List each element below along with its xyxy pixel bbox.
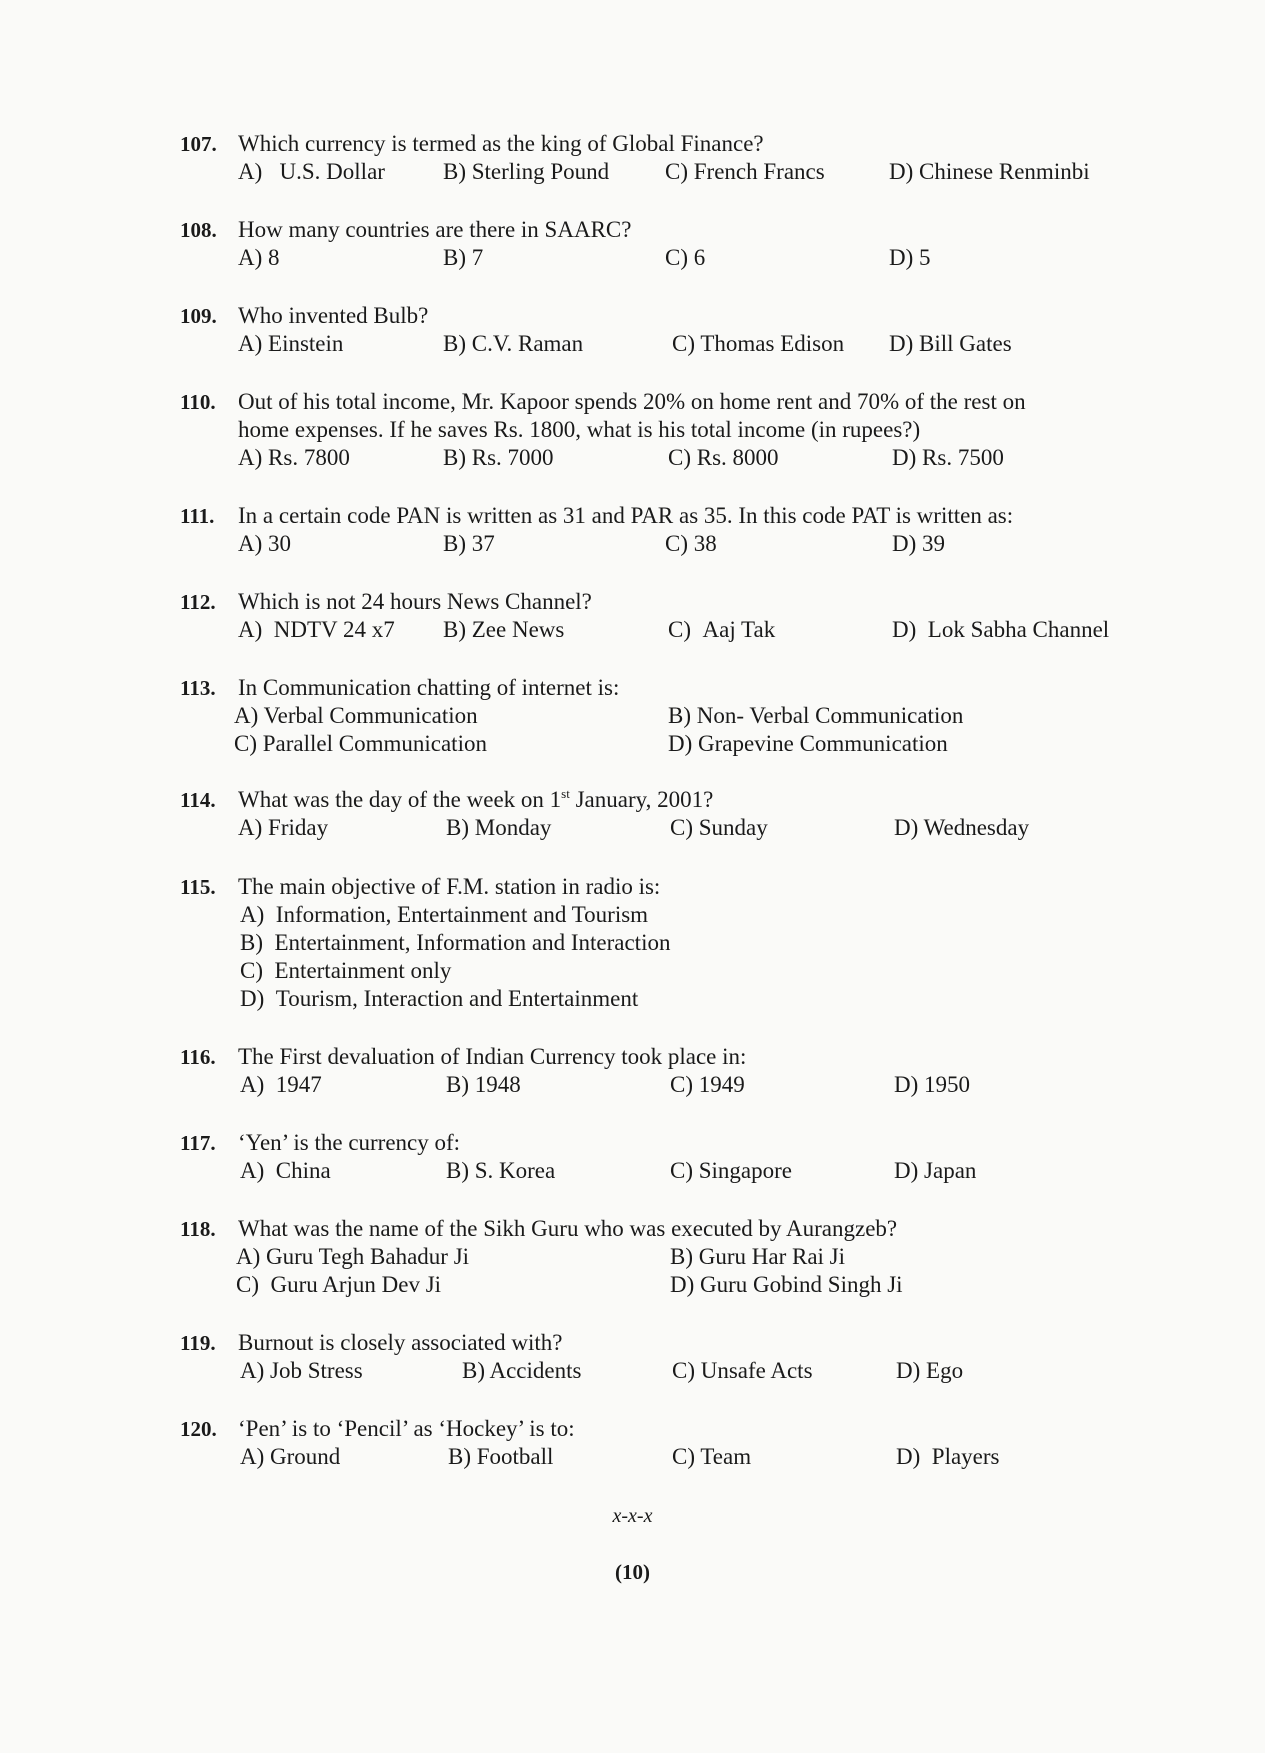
option-b: B) Monday [446, 815, 552, 840]
option-c: C) Unsafe Acts [672, 1358, 813, 1383]
option-a: A) 1947 [240, 1072, 322, 1097]
option-c: C) 6 [665, 245, 706, 270]
question-120 [180, 1415, 1180, 1471]
option-c: C) Singapore [670, 1158, 793, 1183]
question-110 [180, 388, 1180, 472]
option-d: D) Rs. 7500 [892, 445, 1004, 470]
question-118 [180, 1215, 1180, 1299]
option-c: C) 38 [665, 531, 717, 556]
question-text: Out of his total income, Mr. Kapoor spends 20% on home rent and 70% of the rest on [238, 389, 1026, 414]
option-b: B) Football [448, 1444, 554, 1469]
question-119 [180, 1329, 1180, 1385]
question-number: 109. [180, 304, 217, 328]
question-117 [180, 1129, 1180, 1185]
option-a: A) Einstein [238, 331, 344, 356]
option-c: C) Aaj Tak [668, 617, 776, 642]
question-text: Burnout is closely associated with? [238, 1330, 563, 1355]
question-text: How many countries are there in SAARC? [238, 217, 632, 242]
question-text: The main objective of F.M. station in radio is: [238, 874, 661, 899]
question-text: What was the day of the week on 1st January, 2001? [238, 786, 714, 812]
question-text: Which currency is termed as the king of Global Finance? [238, 131, 764, 156]
option-c: C) Sunday [670, 815, 768, 840]
question-number: 114. [180, 788, 216, 812]
question-number: 110. [180, 390, 216, 414]
question-number: 108. [180, 218, 217, 242]
option-a: A) Job Stress [240, 1358, 363, 1383]
question-number: 119. [180, 1331, 216, 1355]
option-b: B) Sterling Pound [443, 159, 610, 184]
question-text: In Communication chatting of internet is: [238, 675, 620, 700]
option-d: D) Wednesday [894, 815, 1030, 840]
option-d: D) 1950 [894, 1072, 971, 1097]
option-d: D) Players [896, 1444, 1000, 1469]
page-number: (10) [615, 1560, 650, 1584]
question-text: In a certain code PAN is written as 31 and PAR as 35. In this code PAT is written as: [238, 503, 1014, 528]
option-d: D) Chinese Renminbi [889, 159, 1090, 184]
question-109 [180, 302, 1180, 358]
option-b: B) Entertainment, Information and Interaction [240, 930, 671, 955]
option-d: D) Guru Gobind Singh Ji [670, 1272, 903, 1297]
option-a: A) 8 [238, 245, 280, 270]
option-a: A) Verbal Communication [234, 703, 478, 728]
option-d: D) Tourism, Interaction and Entertainment [240, 986, 639, 1011]
question-number: 120. [180, 1417, 217, 1441]
question-text: ‘Yen’ is the currency of: [238, 1130, 461, 1155]
question-111 [180, 502, 1180, 558]
question-107 [180, 130, 1180, 186]
option-b: B) 1948 [446, 1072, 521, 1097]
option-a: A) Information, Entertainment and Tourism [240, 902, 649, 927]
question-text-continued: home expenses. If he saves Rs. 1800, what is his total income (in rupees?) [238, 417, 921, 442]
question-114 [180, 786, 1180, 842]
option-c: C) 1949 [670, 1072, 745, 1097]
option-b: B) Accidents [462, 1358, 582, 1383]
option-c: C) Guru Arjun Dev Ji [236, 1272, 442, 1297]
question-number: 112. [180, 590, 216, 614]
option-a: A) 30 [238, 531, 292, 556]
option-a: A) U.S. Dollar [238, 159, 385, 184]
question-number: 111. [180, 504, 215, 528]
question-115 [180, 873, 1180, 1013]
option-a: A) China [240, 1158, 331, 1183]
option-b: B) Rs. 7000 [443, 445, 554, 470]
option-a: A) Friday [238, 815, 329, 840]
option-d: D) 39 [892, 531, 946, 556]
option-c: C) French Francs [665, 159, 825, 184]
option-b: B) C.V. Raman [443, 331, 584, 356]
question-number: 113. [180, 676, 216, 700]
option-c: C) Thomas Edison [672, 331, 845, 356]
end-of-paper-mark: x-x-x [612, 1505, 653, 1527]
option-a: A) Rs. 7800 [238, 445, 350, 470]
option-d: D) Japan [894, 1158, 977, 1183]
question-text: ‘Pen’ is to ‘Pencil’ as ‘Hockey’ is to: [238, 1416, 575, 1441]
option-d: D) 5 [889, 245, 931, 270]
option-c: C) Rs. 8000 [668, 445, 779, 470]
option-b: B) Guru Har Rai Ji [670, 1244, 846, 1269]
question-number: 118. [180, 1217, 216, 1241]
option-b: B) S. Korea [446, 1158, 556, 1183]
option-c: C) Team [672, 1444, 752, 1469]
option-b: B) Zee News [443, 617, 565, 642]
option-a: A) NDTV 24 x7 [238, 617, 395, 642]
option-d: D) Bill Gates [889, 331, 1012, 356]
question-text: What was the name of the Sikh Guru who was executed by Aurangzeb? [238, 1216, 898, 1241]
question-number: 115. [180, 875, 216, 899]
question-number: 107. [180, 132, 217, 156]
question-number: 116. [180, 1045, 216, 1069]
option-b: B) 7 [443, 245, 484, 270]
question-text: Which is not 24 hours News Channel? [238, 589, 592, 614]
option-b: B) 37 [443, 531, 495, 556]
option-d: D) Ego [896, 1358, 964, 1383]
option-a: A) Ground [240, 1444, 341, 1469]
option-d: D) Grapevine Communication [668, 731, 948, 756]
option-b: B) Non- Verbal Communication [668, 703, 964, 728]
question-112 [180, 588, 1180, 644]
option-c: C) Entertainment only [240, 958, 452, 983]
question-108 [180, 216, 1180, 272]
question-number: 117. [180, 1131, 216, 1155]
question-116 [180, 1043, 1180, 1099]
question-text: Who invented Bulb? [238, 303, 429, 328]
option-a: A) Guru Tegh Bahadur Ji [236, 1244, 470, 1269]
question-text: The First devaluation of Indian Currency took place in: [238, 1044, 747, 1069]
option-c: C) Parallel Communication [234, 731, 487, 756]
option-d: D) Lok Sabha Channel [892, 617, 1110, 642]
question-113 [180, 674, 1180, 758]
